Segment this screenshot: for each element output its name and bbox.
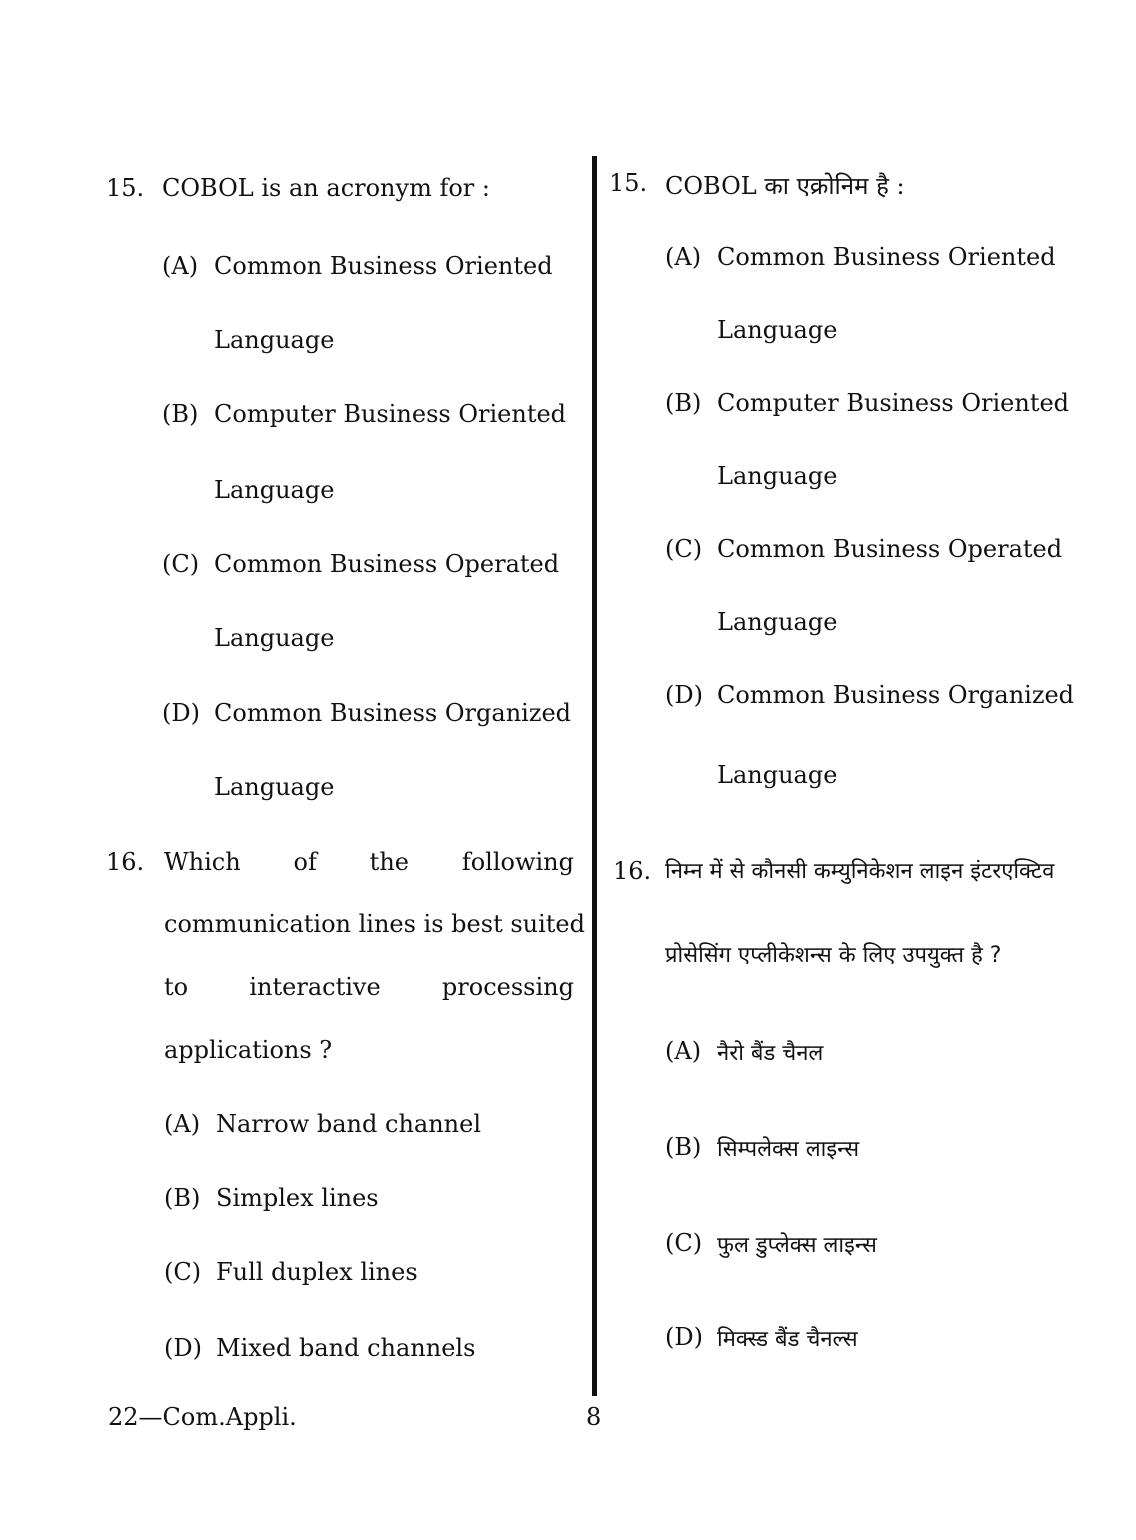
question-text: COBOL का एक्रोनिम है : xyxy=(665,172,905,200)
question-number: 16. xyxy=(106,848,145,876)
option-text: Computer Business Oriented xyxy=(717,389,1070,417)
option-label: (B) xyxy=(665,389,702,417)
option-text-cont: Language xyxy=(717,608,838,636)
option-text: Narrow band channel xyxy=(216,1110,481,1138)
option-text-cont: Language xyxy=(214,624,335,652)
option-label: (C) xyxy=(665,1229,703,1257)
option-text-cont: Language xyxy=(717,316,838,344)
option-label: (A) xyxy=(162,252,199,280)
page-number: 8 xyxy=(586,1403,602,1431)
option-label: (D) xyxy=(162,699,200,727)
question-number: 16. xyxy=(613,857,652,885)
option-text: Common Business Operated xyxy=(214,550,560,578)
option-text: Full duplex lines xyxy=(216,1258,418,1286)
option-text: सिम्पलेक्स लाइन्स xyxy=(717,1137,860,1162)
option-text: Common Business Operated xyxy=(717,535,1063,563)
option-text: फुल डुप्लेक्स लाइन्स xyxy=(717,1233,877,1258)
paper-code: 22—Com.Appli. xyxy=(108,1403,297,1431)
option-label: (C) xyxy=(665,535,703,563)
option-label: (B) xyxy=(665,1133,702,1161)
option-text: Simplex lines xyxy=(216,1184,379,1212)
option-label: (B) xyxy=(164,1184,201,1212)
option-text: Common Business Oriented xyxy=(717,243,1056,271)
question-line: to interactive processing xyxy=(164,973,574,1001)
option-label: (C) xyxy=(162,550,200,578)
question-line: Which of the following xyxy=(164,848,574,876)
question-line: applications ? xyxy=(164,1036,333,1064)
option-label: (D) xyxy=(665,1323,703,1351)
option-text: नैरो बैंड चैनल xyxy=(717,1041,824,1066)
option-label: (A) xyxy=(665,243,702,271)
question-line: निम्न में से कौनसी कम्युनिकेशन लाइन इंटरएक्टिव xyxy=(665,859,1055,884)
option-text: Computer Business Oriented xyxy=(214,400,567,428)
question-line: communication lines is best suited xyxy=(164,910,585,938)
option-text: Common Business Organized xyxy=(214,699,572,727)
option-label: (A) xyxy=(665,1037,702,1065)
option-text: Mixed band channels xyxy=(216,1334,476,1362)
option-text-cont: Language xyxy=(717,462,838,490)
option-label: (D) xyxy=(164,1334,202,1362)
option-text-cont: Language xyxy=(214,773,335,801)
option-label: (A) xyxy=(164,1110,201,1138)
option-label: (B) xyxy=(162,400,199,428)
question-number: 15. xyxy=(609,169,648,197)
column-divider xyxy=(592,156,597,1396)
option-text: Common Business Oriented xyxy=(214,252,553,280)
question-line: प्रोसेसिंग एप्लीकेशन्स के लिए उपयुक्त है ? xyxy=(665,943,1002,968)
option-label: (C) xyxy=(164,1258,202,1286)
option-text-cont: Language xyxy=(214,476,335,504)
option-text-cont: Language xyxy=(717,761,838,789)
option-label: (D) xyxy=(665,681,703,709)
question-text: COBOL is an acronym for : xyxy=(162,174,490,202)
question-number: 15. xyxy=(106,174,145,202)
option-text-cont: Language xyxy=(214,326,335,354)
option-text: मिक्स्ड बैंड चैनल्स xyxy=(717,1327,858,1352)
option-text: Common Business Organized xyxy=(717,681,1075,709)
